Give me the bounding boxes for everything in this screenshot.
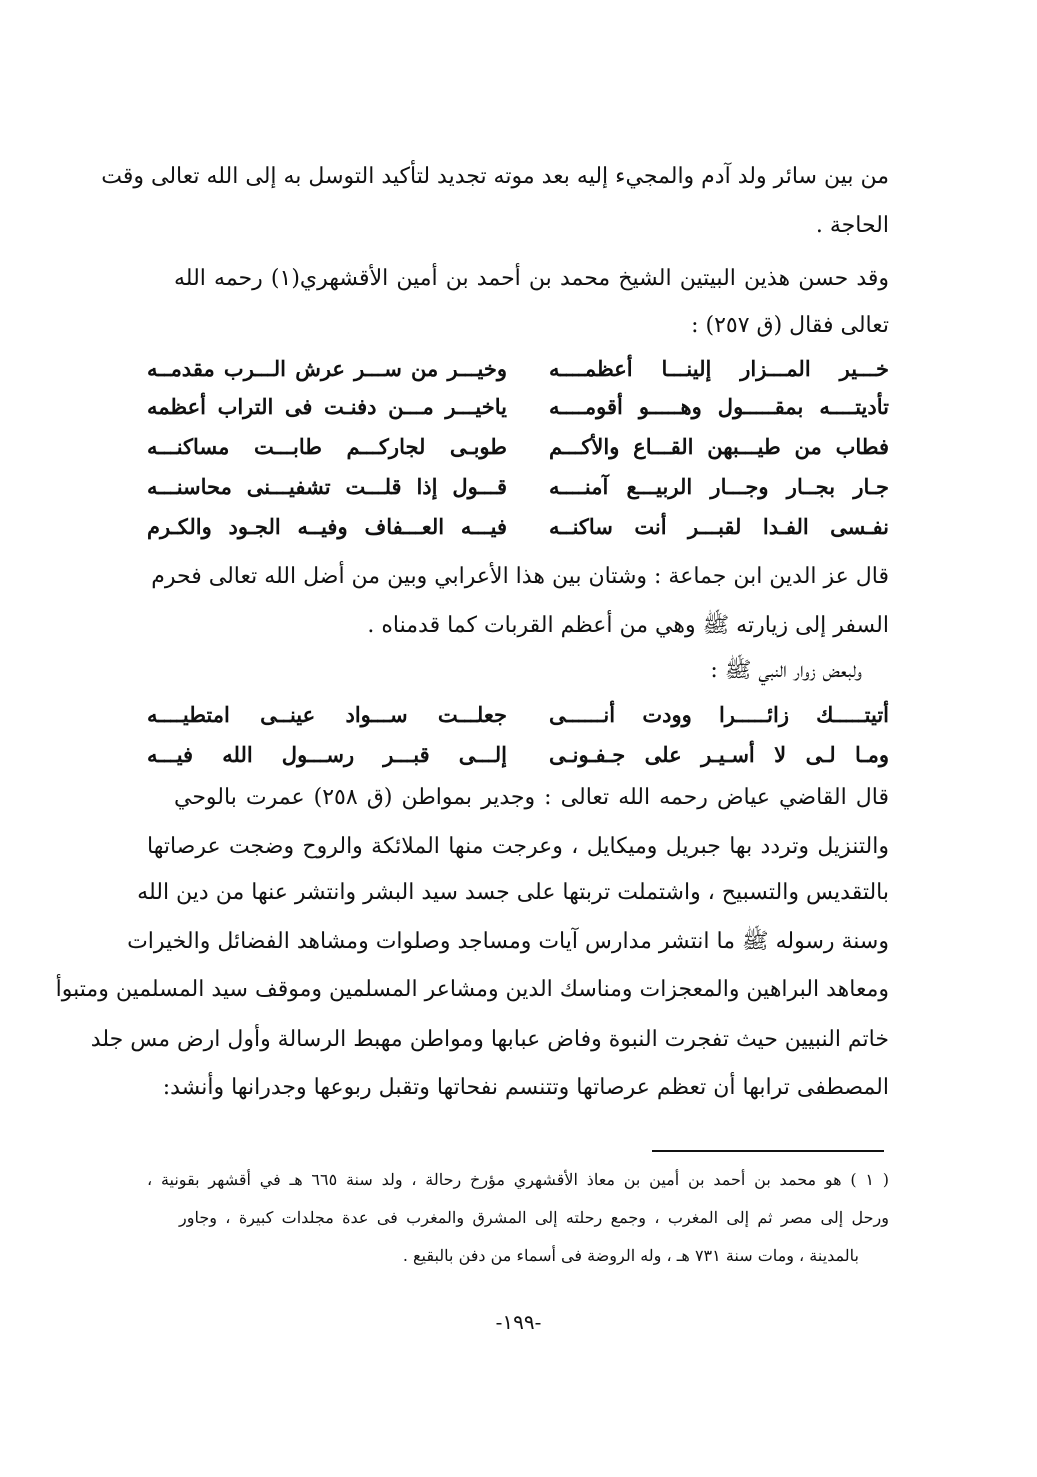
body-line: ومعاهد البراهين والمعجزات ومناسك الدين ومشاعر المسلمين وموقف سيد المسلمين ومتبوأ — [55, 977, 889, 1002]
verse-second-hemistich: قـــول إذا قلـــت تشفيـــنى محاسنـــه — [147, 474, 507, 499]
verse-second-hemistich: وخيـــر من ســـر عرش الـــرب مقدمــه — [147, 356, 507, 381]
body-line: ولبعض زوار النبي ﷺ : — [710, 658, 862, 683]
footnote-line: ورحل إلى مصر ثم إلى المغرب ، وجمع رحلته إلى المشرق والمغرب فى عدة مجلدات كبيرة ، وجاور — [179, 1208, 890, 1227]
poem-verse — [147, 390, 889, 424]
body-line: المصطفى ترابها أن تعظم عرصاتها وتتنسم نفحاتها وتقبل ربوعها وجدرانها وأنشد: — [162, 1075, 889, 1100]
verse-second-hemistich: فيـــه العـــفاف وفيــه الجـود والكـرم — [147, 514, 507, 539]
body-line: بالتقديس والتسبيح ، واشتملت تربتها على جسد سيد البشر وانتشر عنها من دين الله — [137, 880, 889, 905]
verse-first-hemistich: أتيتـــــك زائـــــرا وودت أنــــــى — [549, 702, 889, 727]
verse-first-hemistich: جـار بجــار وجـــار الربيـــع آمنــــه — [549, 474, 889, 499]
body-line: خاتم النبيين حيث تفجرت النبوة وفاض عبابها ومواطن مهبط الرسالة وأول ارض مس جلد — [90, 1027, 889, 1052]
body-line: قال القاضي عياض رحمه الله تعالى : وجدير بمواطن (ق ٢٥٨) عمرت بالوحي — [174, 785, 889, 810]
footnote-separator — [652, 1150, 884, 1152]
verse-first-hemistich: فطاب من طيـــبهن القـــاع والأكـــم — [549, 434, 889, 459]
body-line: من بين سائر ولد آدم والمجيء إليه بعد موته تجديد لتأكيد التوسل به إلى الله تعالى وقت — [101, 164, 889, 189]
body-line: الحاجة . — [815, 213, 889, 238]
verse-first-hemistich: خـــير المـــزار إلينـــا أعظمــــه — [549, 356, 889, 381]
verse-first-hemistich: نفـسى الفـدا لقبـــر أنت ساكنــه — [549, 514, 889, 539]
verse-second-hemistich: إلـــى قبـــر رســـول الله فيـــه — [147, 742, 507, 767]
poem-verse — [147, 352, 889, 386]
page-number: -١٩٩- — [495, 1310, 542, 1334]
poem-verse — [147, 738, 889, 772]
verse-first-hemistich: تأديتــــه بمقـــــول وهـــــو أقومــــه — [549, 394, 889, 419]
poem-verse — [147, 510, 889, 544]
footnote-line: ( ١ ) هو محمد بن أحمد بن أمين بن معاذ الأقشهري مؤرخ رحالة ، ولد سنة ٦٦٥ هـ في أقشهر بقونية ، — [147, 1170, 890, 1189]
body-line: السفر إلى زيارته ﷺ وهي من أعظم القربات كما قدمناه . — [367, 613, 889, 638]
verse-second-hemistich: ياخيـــر مـــن دفنـت فى التراب أعظمه — [147, 394, 507, 419]
body-line: وقد حسن هذين البيتين الشيخ محمد بن أحمد بن أمين الأقشهري(١) رحمه الله — [174, 266, 890, 291]
footnote-line: بالمدينة ، ومات سنة ٧٣١ هـ ، وله الروضة فى أسماء من دفن بالبقيع . — [402, 1246, 859, 1265]
poem-verse — [147, 430, 889, 464]
body-line: تعالى فقال (ق ٢٥٧) : — [691, 313, 889, 338]
poem-verse — [147, 470, 889, 504]
body-line: وسنة رسوله ﷺ ما انتشر مدارس آيات ومساجد وصلوات ومشاهد الفضائل والخيرات — [127, 929, 889, 954]
verse-first-hemistich: ومـا لـى لا أسـيـر على جـفـونـى — [549, 742, 889, 767]
verse-second-hemistich: جعلـــت ســـواد عينــى امتطيــــه — [147, 702, 507, 727]
poem-verse — [147, 698, 889, 732]
verse-second-hemistich: طوبـى لجاركـــم طابـــت مساكنـــه — [147, 434, 507, 459]
body-line: والتنزيل وتردد بها جبريل وميكايل ، وعرجت منها الملائكة والروح وضجت عرصاتها — [147, 834, 889, 859]
body-line: قال عز الدين ابن جماعة : وشتان بين هذا الأعرابي وبين من أضل الله تعالى فحرم — [151, 564, 889, 589]
